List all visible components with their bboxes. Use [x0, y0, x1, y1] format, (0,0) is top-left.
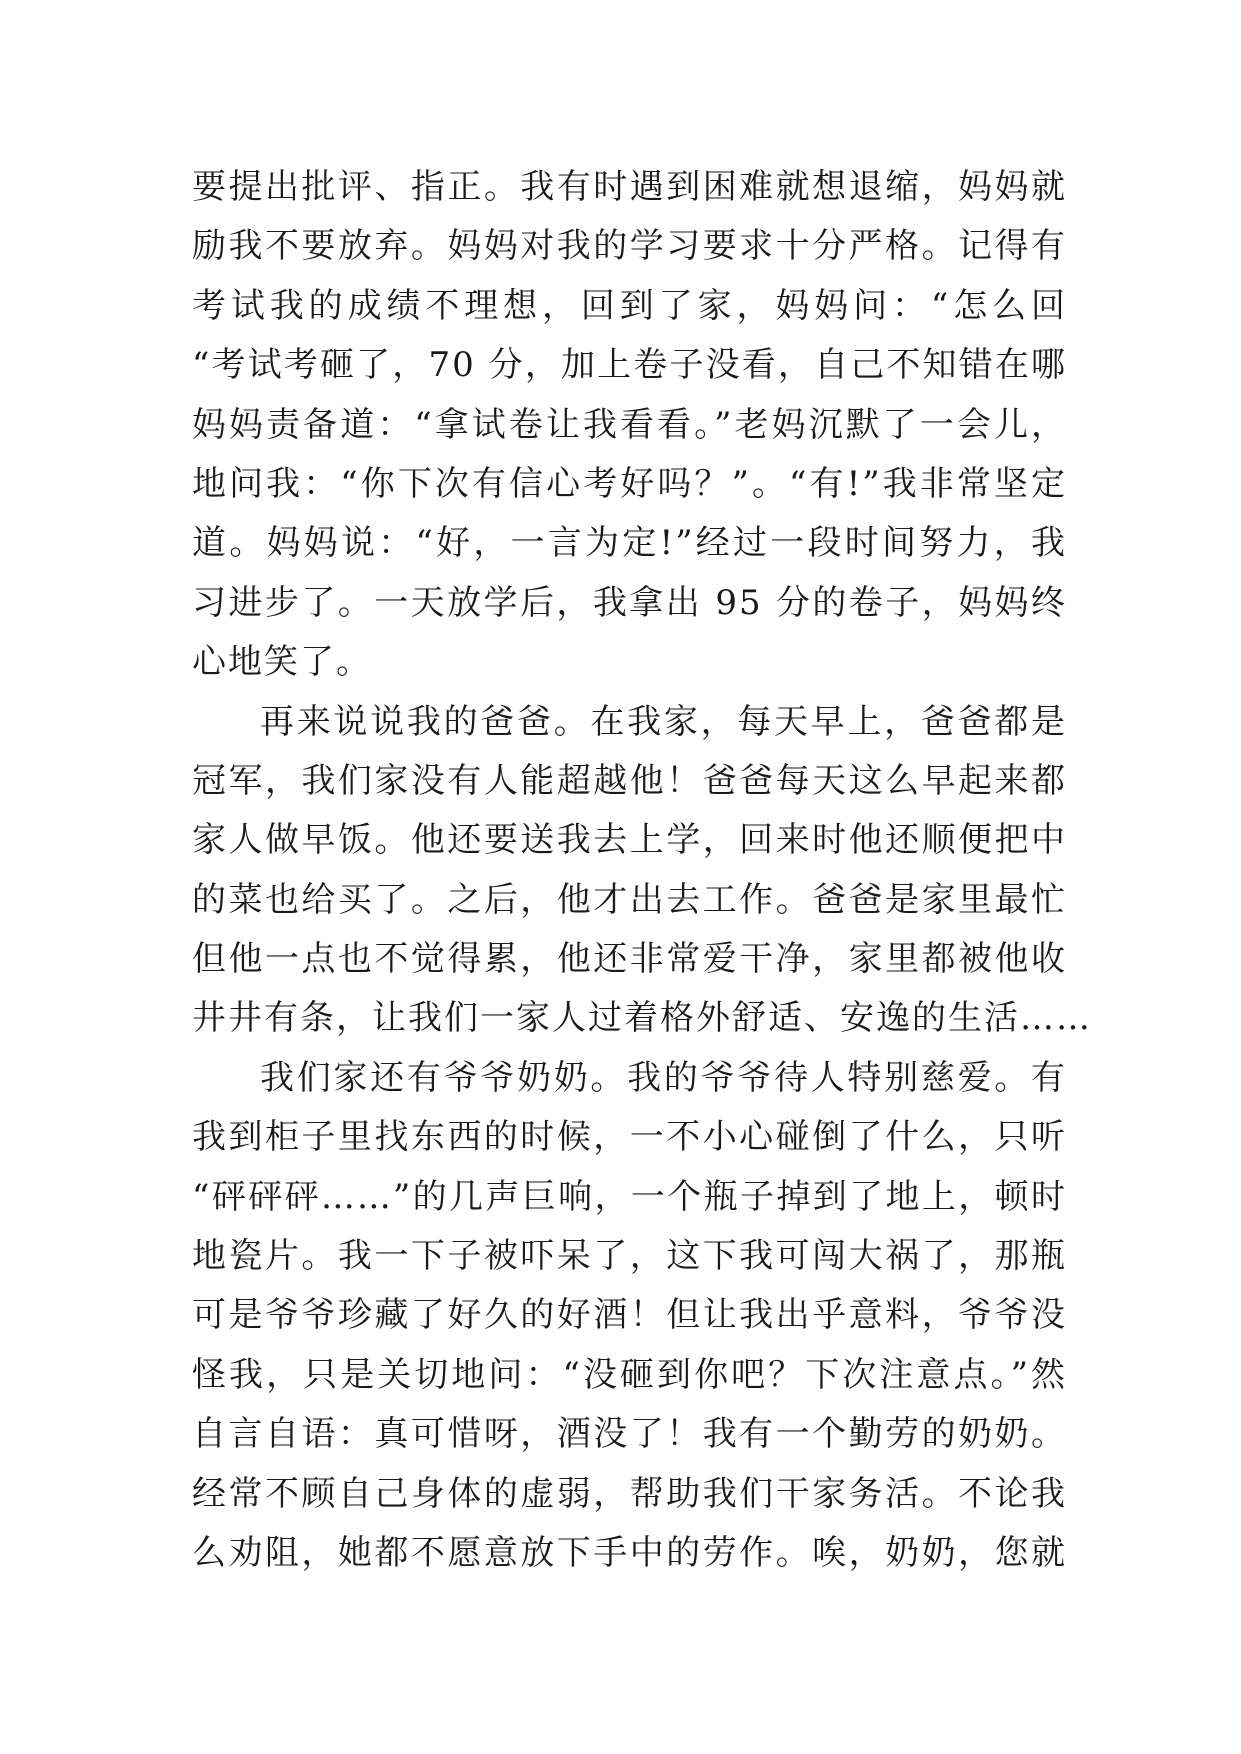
text-line: 心地笑了。 [192, 642, 372, 683]
text-line: 家人做早饭。他还要送我去上学，回来时他还顺便把中 [192, 820, 1067, 861]
text-line: “考试考砸了，70 分，加上卷子没看，自己不知错在哪 [192, 345, 1067, 386]
text-line: 么劝阻，她都不愿意放下手中的劳作。唉，奶奶，您就 [192, 1532, 1067, 1573]
text-line: 考试我的成绩不理想，回到了家，妈妈问：“怎么回 [192, 285, 1067, 326]
text-line: 怪我，只是关切地问：“没砸到你吧？下次注意点。”然 [192, 1354, 1067, 1395]
text-line: 地瓷片。我一下子被吓呆了，这下我可闯大祸了，那瓶 [192, 1236, 1067, 1277]
text-line: 地问我：“你下次有信心考好吗？”。“有!”我非常坚定 [192, 463, 1067, 504]
text-line: 经常不顾自己身体的虚弱，帮助我们干家务活。不论我 [192, 1473, 1067, 1514]
text-line: 但他一点也不觉得累，他还非常爱干净，家里都被他收 [192, 939, 1067, 980]
text-line: 妈妈责备道：“拿试卷让我看看。”老妈沉默了一会儿， [192, 404, 1067, 445]
text-line: 井井有条，让我们一家人过着格外舒适、安逸的生活…… [192, 998, 1092, 1039]
text-line: 再来说说我的爸爸。在我家，每天早上，爸爸都是 [260, 701, 1067, 742]
text-line: 要提出批评、指正。我有时遇到困难就想退缩，妈妈就 [192, 167, 1067, 207]
text-line: 冠军，我们家没有人能超越他！爸爸每天这么早起来都 [192, 760, 1067, 801]
text-line: 的菜也给买了。之后，他才出去工作。爸爸是家里最忙 [192, 879, 1067, 920]
body-text [192, 158, 1092, 1583]
text-line: “砰砰砰……”的几声巨响，一个瓶子掉到了地上，顿时 [192, 1176, 1067, 1217]
text-line: 可是爷爷珍藏了好久的好酒！但让我出乎意料，爷爷没 [192, 1295, 1067, 1336]
text-line: 道。妈妈说：“好，一言为定!”经过一段时间努力，我 [192, 523, 1067, 564]
text-line: 自言自语：真可惜呀，酒没了！我有一个勤劳的奶奶。 [192, 1414, 1067, 1455]
text-line: 我到柜子里找东西的时候，一不小心碰倒了什么，只听 [192, 1117, 1067, 1158]
text-line: 励我不要放弃。妈妈对我的学习要求十分严格。记得有 [192, 226, 1067, 267]
text-line: 习进步了。一天放学后，我拿出 95 分的卷子，妈妈终 [192, 582, 1067, 623]
text-line: 我们家还有爷爷奶奶。我的爷爷待人特别慈爱。有 [260, 1057, 1067, 1098]
